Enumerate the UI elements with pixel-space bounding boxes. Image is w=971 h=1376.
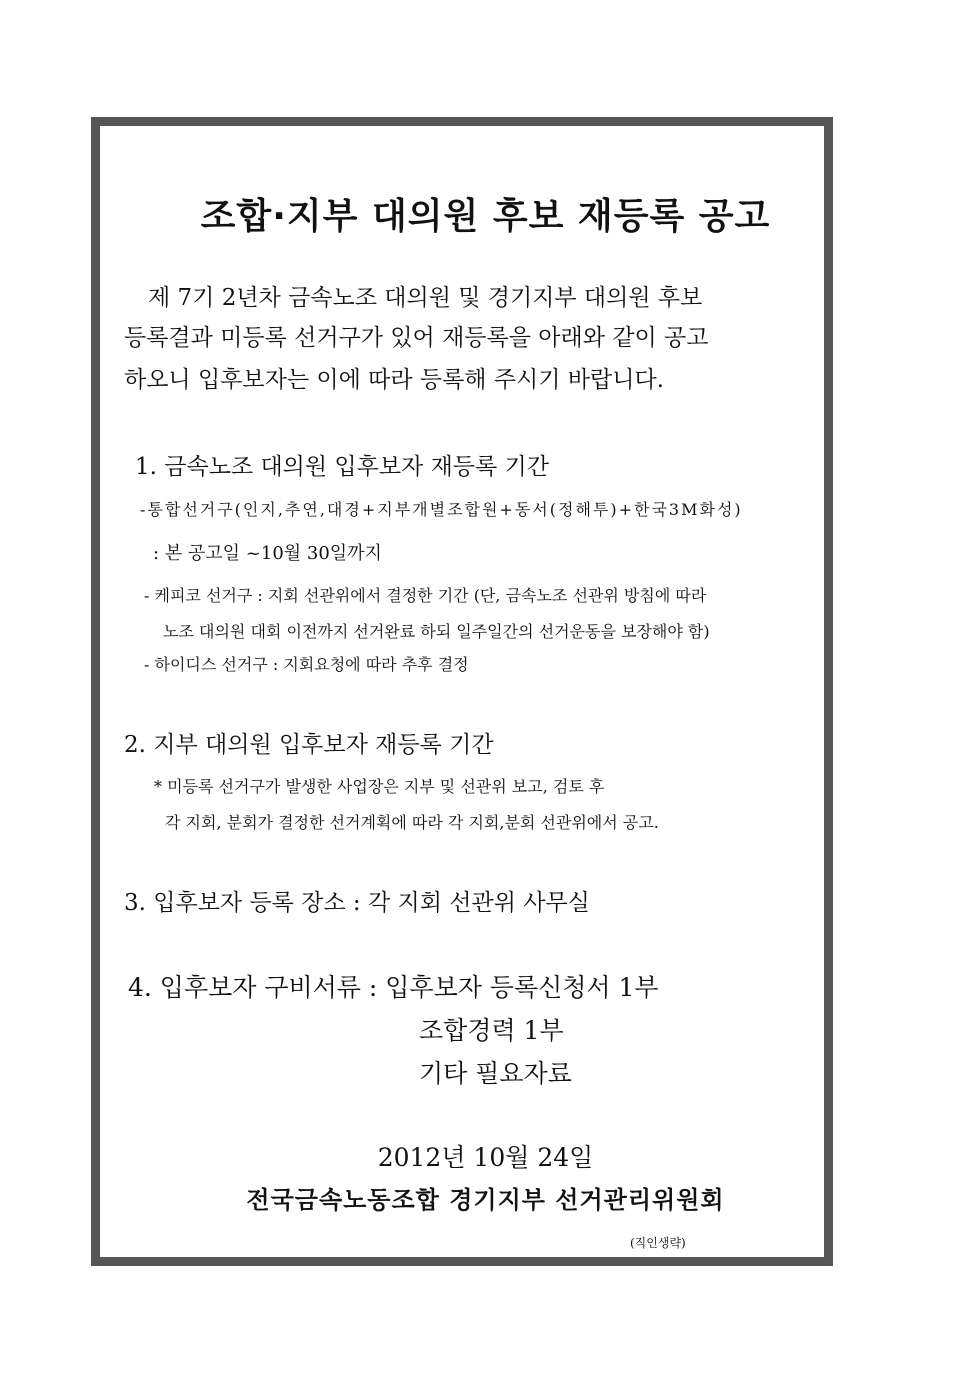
section-1-line-4: 노조 대의원 대회 이전까지 선거완료 하되 일주일간의 선거운동을 보장해야 함) bbox=[163, 622, 710, 641]
intro-line-2: 등록결과 미등록 선거구가 있어 재등록을 아래와 같이 공고 bbox=[124, 325, 709, 351]
section-3-heading: 3. 입후보자 등록 장소 : 각 지회 선관위 사무실 bbox=[124, 890, 590, 916]
section-2-line-2: 각 지회, 분회가 결정한 선거계획에 따라 각 지회,분회 선관위에서 공고. bbox=[165, 813, 659, 832]
section-2-line-1: * 미등록 선거구가 발생한 사업장은 지부 및 선관위 보고, 검토 후 bbox=[154, 777, 605, 796]
notice-date: 2012년 10월 24일 bbox=[377, 1143, 594, 1172]
notice-title: 조합·지부 대의원 후보 재등록 공고 bbox=[200, 196, 771, 237]
section-1-heading: 1. 금속노조 대의원 입후보자 재등록 기간 bbox=[135, 454, 549, 480]
section-1-line-5: - 하이디스 선거구 : 지회요청에 따라 추후 결정 bbox=[144, 655, 469, 674]
intro-line-1: 제 7기 2년차 금속노조 대의원 및 경기지부 대의원 후보 bbox=[148, 285, 703, 311]
section-1-line-3: - 케피코 선거구 : 지회 선관위에서 결정한 기간 (단, 금속노조 선관위 방침에 따라 bbox=[144, 586, 707, 605]
section-4-heading: 4. 입후보자 구비서류 : 입후보자 등록신청서 1부 bbox=[128, 973, 659, 1002]
section-4-item-2: 기타 필요자료 bbox=[419, 1059, 572, 1088]
seal-note: (직인생략) bbox=[630, 1236, 686, 1250]
section-1-line-1: -통합선거구(인지,추연,대경+지부개별조합원+동서(정해투)+한국3M화성) bbox=[140, 500, 743, 519]
section-2-heading: 2. 지부 대의원 입후보자 재등록 기간 bbox=[124, 732, 494, 758]
section-1-line-2: : 본 공고일 ~10월 30일까지 bbox=[153, 543, 382, 564]
section-4-item-1: 조합경력 1부 bbox=[419, 1016, 564, 1045]
intro-line-3: 하오니 입후보자는 이에 따라 등록해 주시기 바랍니다. bbox=[124, 367, 664, 393]
issuing-organization: 전국금속노동조합 경기지부 선거관리위원회 bbox=[246, 1186, 725, 1214]
